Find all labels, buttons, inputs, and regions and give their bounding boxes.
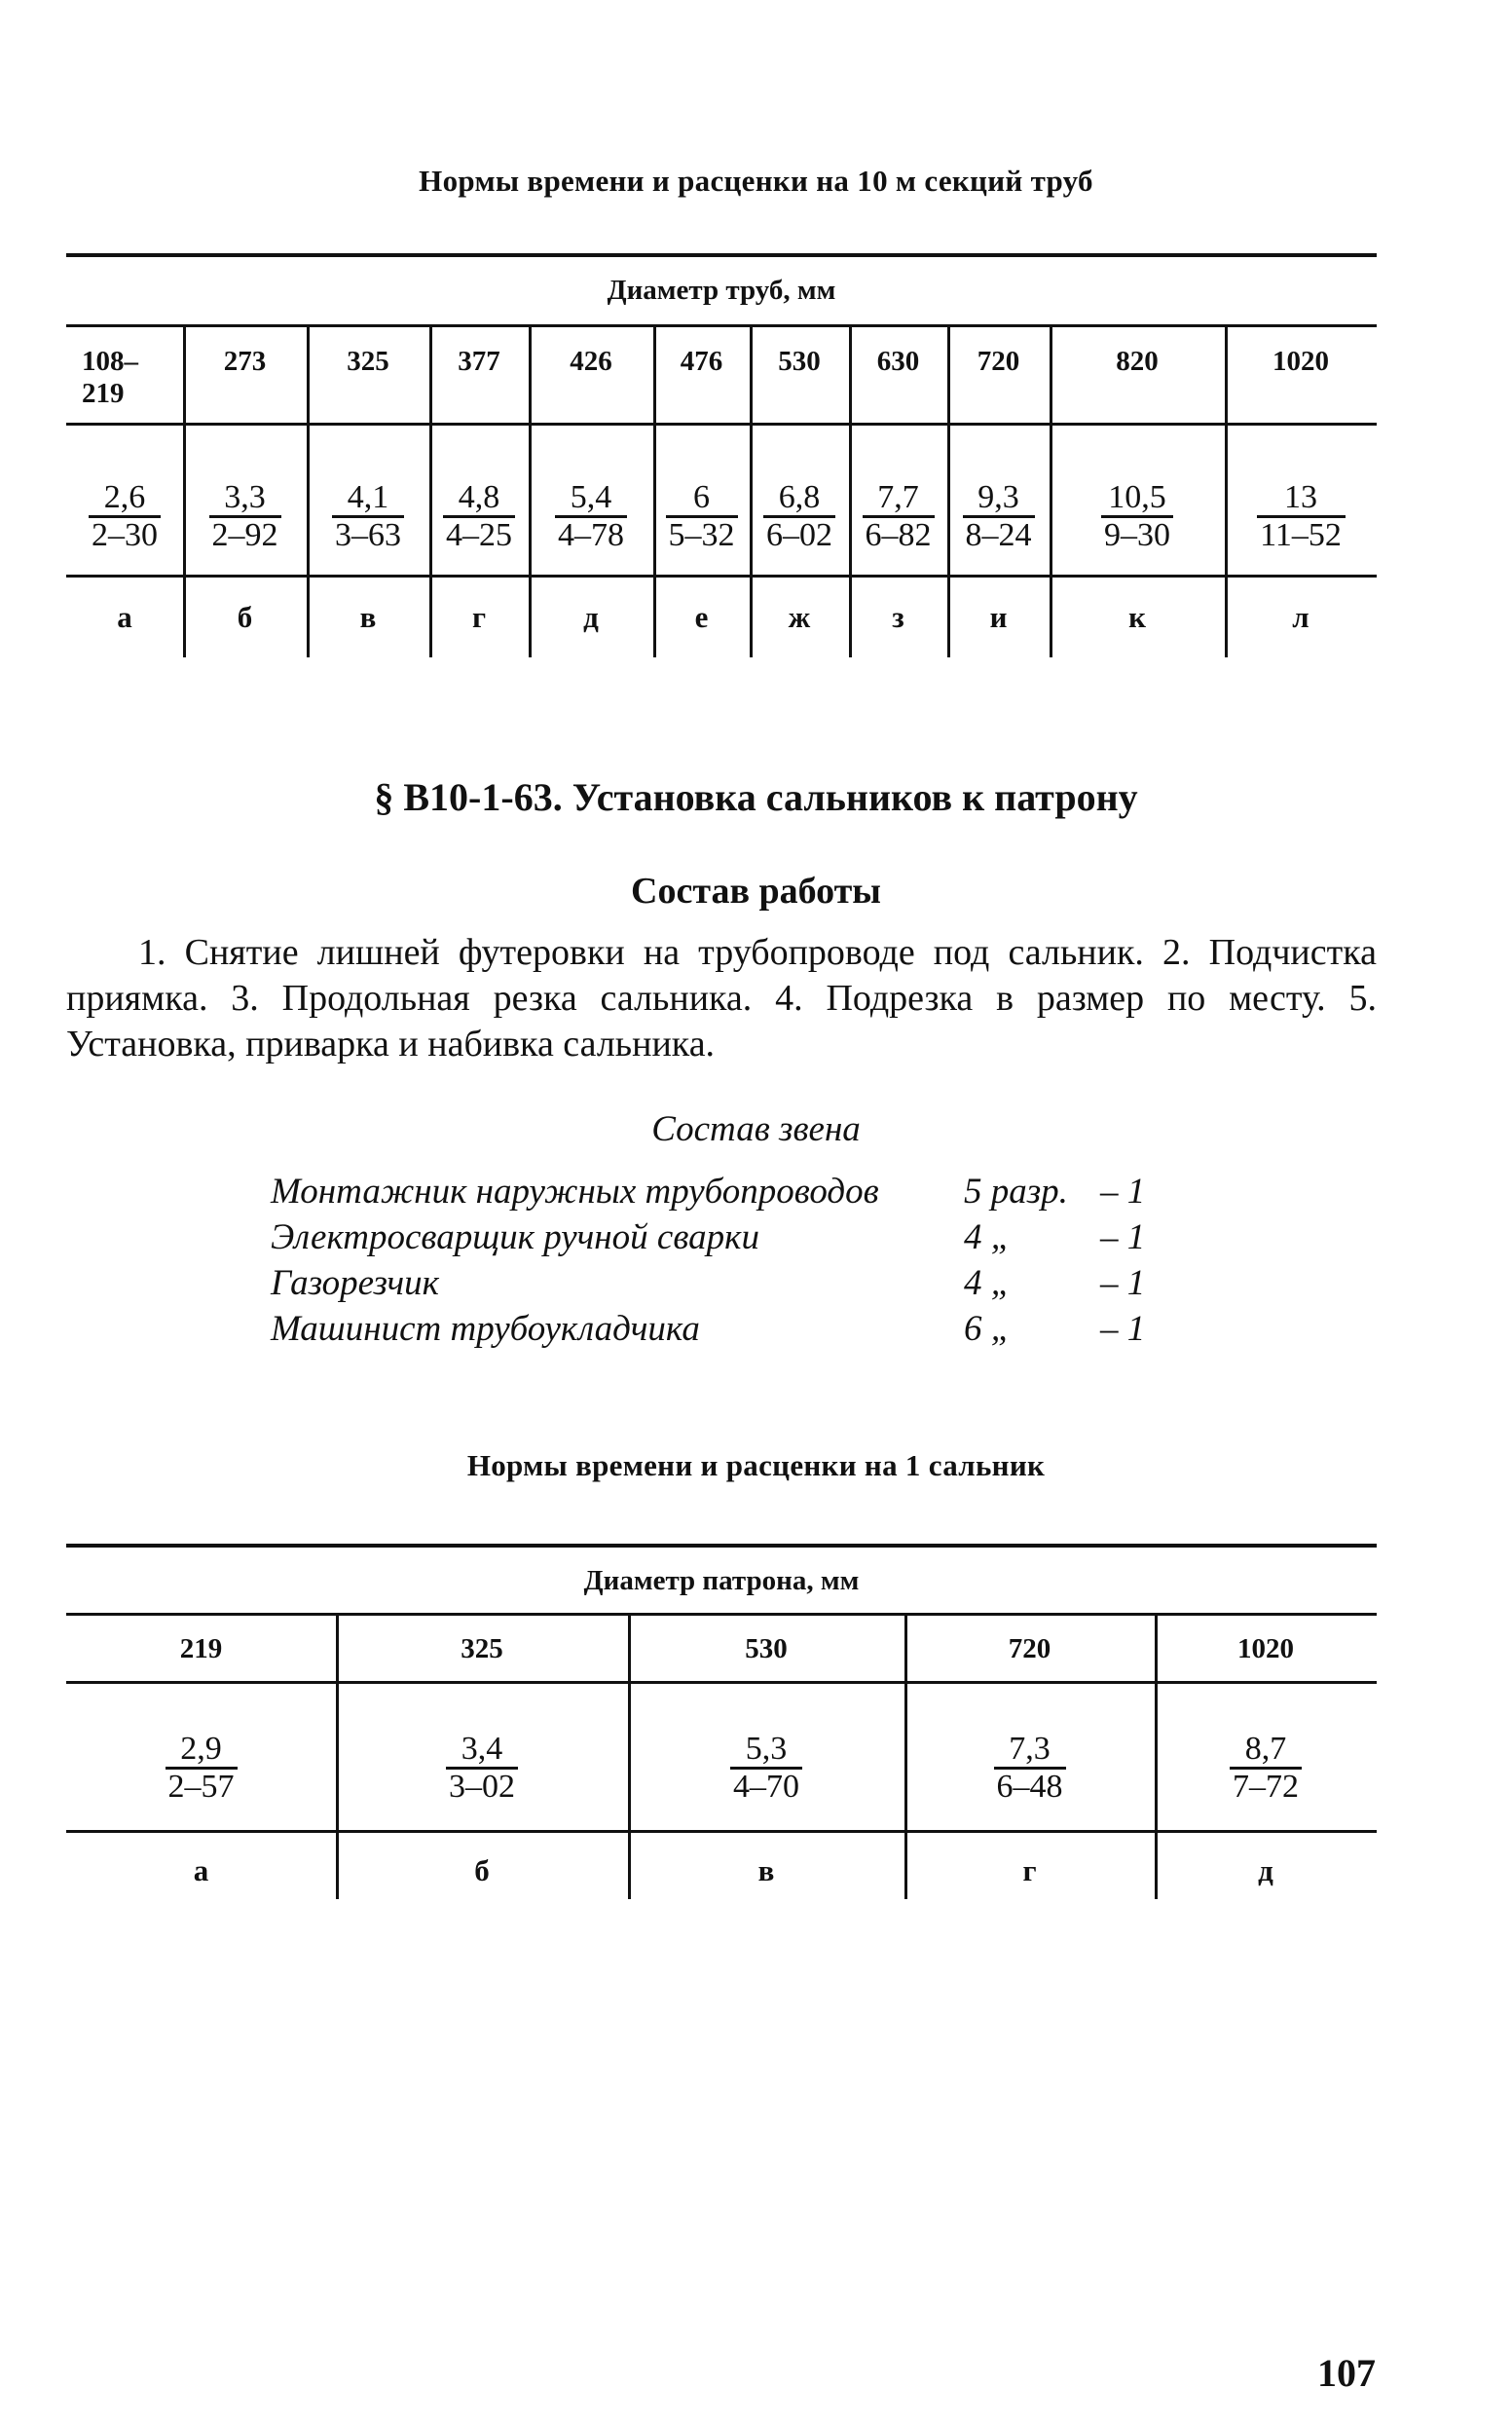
crew-grade: 4 „: [964, 1217, 1012, 1257]
table2-norm-rate: [904, 1731, 1155, 1805]
table2-time-norm: 8,7: [1230, 1733, 1302, 1770]
page-number: 107: [1317, 2351, 1376, 2395]
crew-count: – 1: [1100, 1172, 1146, 1212]
table2-header-rule: [66, 1681, 1377, 1684]
table1-norm-rate: [1225, 479, 1377, 553]
crew-role: Электросварщик ручной сварки: [271, 1217, 759, 1257]
table2-column-letter: д: [1258, 1853, 1273, 1887]
table2-diameter-header: 325: [461, 1633, 503, 1664]
table2-price-rate: 3–02: [449, 1769, 515, 1805]
table1-price-rate: 5–32: [668, 517, 735, 553]
table1-price-rate: 6–82: [865, 517, 932, 553]
table1-price-rate: 4–25: [446, 517, 512, 553]
table1-time-norm: 3,3: [209, 481, 281, 518]
table1-time-norm: 9,3: [963, 481, 1035, 518]
table1-title: Нормы времени и расценки на 10 м секций труб: [419, 164, 1093, 198]
table1-norm-rate: [66, 479, 183, 553]
table1-price-rate: 4–78: [558, 517, 624, 553]
table1-diameter-header: 630: [876, 346, 920, 377]
table1-diameter-header: 426: [570, 346, 612, 377]
table1-column-letter: в: [359, 600, 377, 634]
table1-diameter-header: 108– 219: [82, 346, 138, 409]
crew-count: – 1: [1100, 1263, 1146, 1303]
table1-values-rule: [66, 575, 1377, 578]
table1-time-norm: 6: [666, 481, 738, 518]
table2-top-rule: [66, 1544, 1377, 1548]
table1-time-norm: 13: [1257, 481, 1346, 518]
table1-column-letter: а: [117, 600, 132, 634]
crew-list: [271, 1169, 1196, 1352]
table1-column-letter: е: [694, 600, 709, 634]
table1-column-letter: б: [237, 600, 253, 634]
table1-norm-rate: [849, 479, 947, 553]
crew-grade: 4 „: [964, 1263, 1012, 1303]
table1-diameter-header: 273: [223, 346, 267, 377]
table1-time-norm: 4,1: [332, 481, 404, 518]
table1-price-rate: 2–92: [211, 517, 278, 553]
crew-row: [271, 1306, 1196, 1352]
table1-norm-rate: [307, 479, 429, 553]
table1-diameter-header: 530: [778, 346, 821, 377]
table1-norm-rate: [947, 479, 1050, 553]
table1-diameter-header: 1020: [1272, 346, 1329, 377]
table1: [66, 253, 1377, 657]
table1-caption-rule: [66, 324, 1377, 327]
crew-grade: 5 разр.: [964, 1172, 1068, 1212]
crew-grade: 6 „: [964, 1309, 1012, 1349]
crew-row: [271, 1214, 1196, 1260]
table1-time-norm: 7,7: [863, 481, 935, 518]
table1-column-letter: г: [471, 600, 487, 634]
crew-title: Состав звена: [651, 1109, 861, 1149]
table2-title: Нормы времени и расценки на 1 сальник: [466, 1448, 1046, 1482]
table1-price-rate: 8–24: [965, 517, 1032, 553]
table1-price-rate: 6–02: [766, 517, 832, 553]
table1-time-norm: 10,5: [1101, 481, 1173, 518]
crew-role: Монтажник наружных трубопроводов: [271, 1172, 879, 1212]
table2-time-norm: 2,9: [166, 1733, 238, 1770]
table1-diameter-header: 476: [680, 346, 723, 377]
table1-column-letter: д: [583, 600, 599, 634]
table1-column-letter: ж: [788, 600, 811, 634]
crew-count: – 1: [1100, 1217, 1146, 1257]
table1-diameter-header: 325: [347, 346, 389, 377]
crew-row: [271, 1169, 1196, 1214]
table1-diameter-header: 377: [458, 346, 500, 377]
table2-norm-rate: [66, 1731, 336, 1805]
table2-time-norm: 7,3: [994, 1733, 1066, 1770]
table2-diameter-header: 720: [1008, 1633, 1051, 1664]
table2-column-letter: г: [1022, 1853, 1037, 1887]
table2-price-rate: 7–72: [1233, 1769, 1299, 1805]
crew-role: Газорезчик: [271, 1263, 439, 1303]
table1-time-norm: 6,8: [763, 481, 835, 518]
work-composition-text: [66, 930, 1377, 1067]
table2-price-rate: 2–57: [167, 1769, 235, 1805]
table1-header-rule: [66, 423, 1377, 426]
table1-price-rate: 9–30: [1104, 517, 1170, 553]
table1-norm-rate: [429, 479, 529, 553]
table1-column-letter: и: [989, 600, 1008, 634]
table1-column-letter: з: [892, 600, 904, 634]
table1-norm-rate: [1050, 479, 1225, 553]
crew-row: [271, 1260, 1196, 1306]
table2-norm-rate: [336, 1731, 628, 1805]
table1-norm-rate: [183, 479, 307, 553]
table1-time-norm: 5,4: [555, 481, 627, 518]
table2: [66, 1544, 1377, 1899]
table1-caption: Диаметр труб, мм: [607, 275, 836, 306]
table2-caption: Диаметр патрона, мм: [583, 1565, 860, 1596]
table2-norm-rate: [1155, 1731, 1377, 1805]
work-composition-title: Состав работы: [631, 871, 881, 912]
table1-top-rule: [66, 253, 1377, 257]
table1-column-letter: л: [1292, 600, 1309, 634]
table1-norm-rate: [653, 479, 750, 553]
table2-column-letter: б: [474, 1853, 490, 1887]
table2-price-rate: 6–48: [996, 1769, 1063, 1805]
table1-price-rate: 11–52: [1260, 517, 1342, 553]
table1-time-norm: 2,6: [89, 481, 161, 518]
table1-diameter-header: 720: [977, 346, 1020, 377]
table1-column-letter: к: [1128, 600, 1146, 634]
crew-role: Машинист трубоукладчика: [271, 1309, 700, 1349]
table1-norm-rate: [750, 479, 849, 553]
table2-time-norm: 3,4: [446, 1733, 518, 1770]
table2-diameter-header: 530: [745, 1633, 788, 1664]
table2-price-rate: 4–70: [733, 1769, 799, 1805]
table2-norm-rate: [628, 1731, 904, 1805]
table2-values-rule: [66, 1830, 1377, 1833]
table2-column-letter: в: [757, 1853, 775, 1887]
table1-price-rate: 2–30: [92, 517, 158, 553]
crew-count: – 1: [1100, 1309, 1146, 1349]
work-composition-paragraph: 1. Снятие лишней футеровки на трубопроводе под сальник. 2. Подчистка приямка. 3. Продольная резка сальника. 4. Подрезка в размер по месту. 5. Установка, приварка и набивка сальника.: [66, 932, 1377, 1064]
table2-diameter-header: 219: [179, 1633, 223, 1664]
table1-diameter-header: 820: [1116, 346, 1159, 377]
table1-time-norm: 4,8: [443, 481, 515, 518]
table2-time-norm: 5,3: [730, 1733, 802, 1770]
table2-column-letter: а: [193, 1853, 209, 1887]
table2-caption-rule: [66, 1613, 1377, 1616]
section-title: § В10-1-63. Установка сальников к патрону: [374, 775, 1138, 819]
table1-norm-rate: [529, 479, 653, 553]
table2-diameter-header: 1020: [1237, 1633, 1294, 1664]
table1-price-rate: 3–63: [335, 517, 401, 553]
